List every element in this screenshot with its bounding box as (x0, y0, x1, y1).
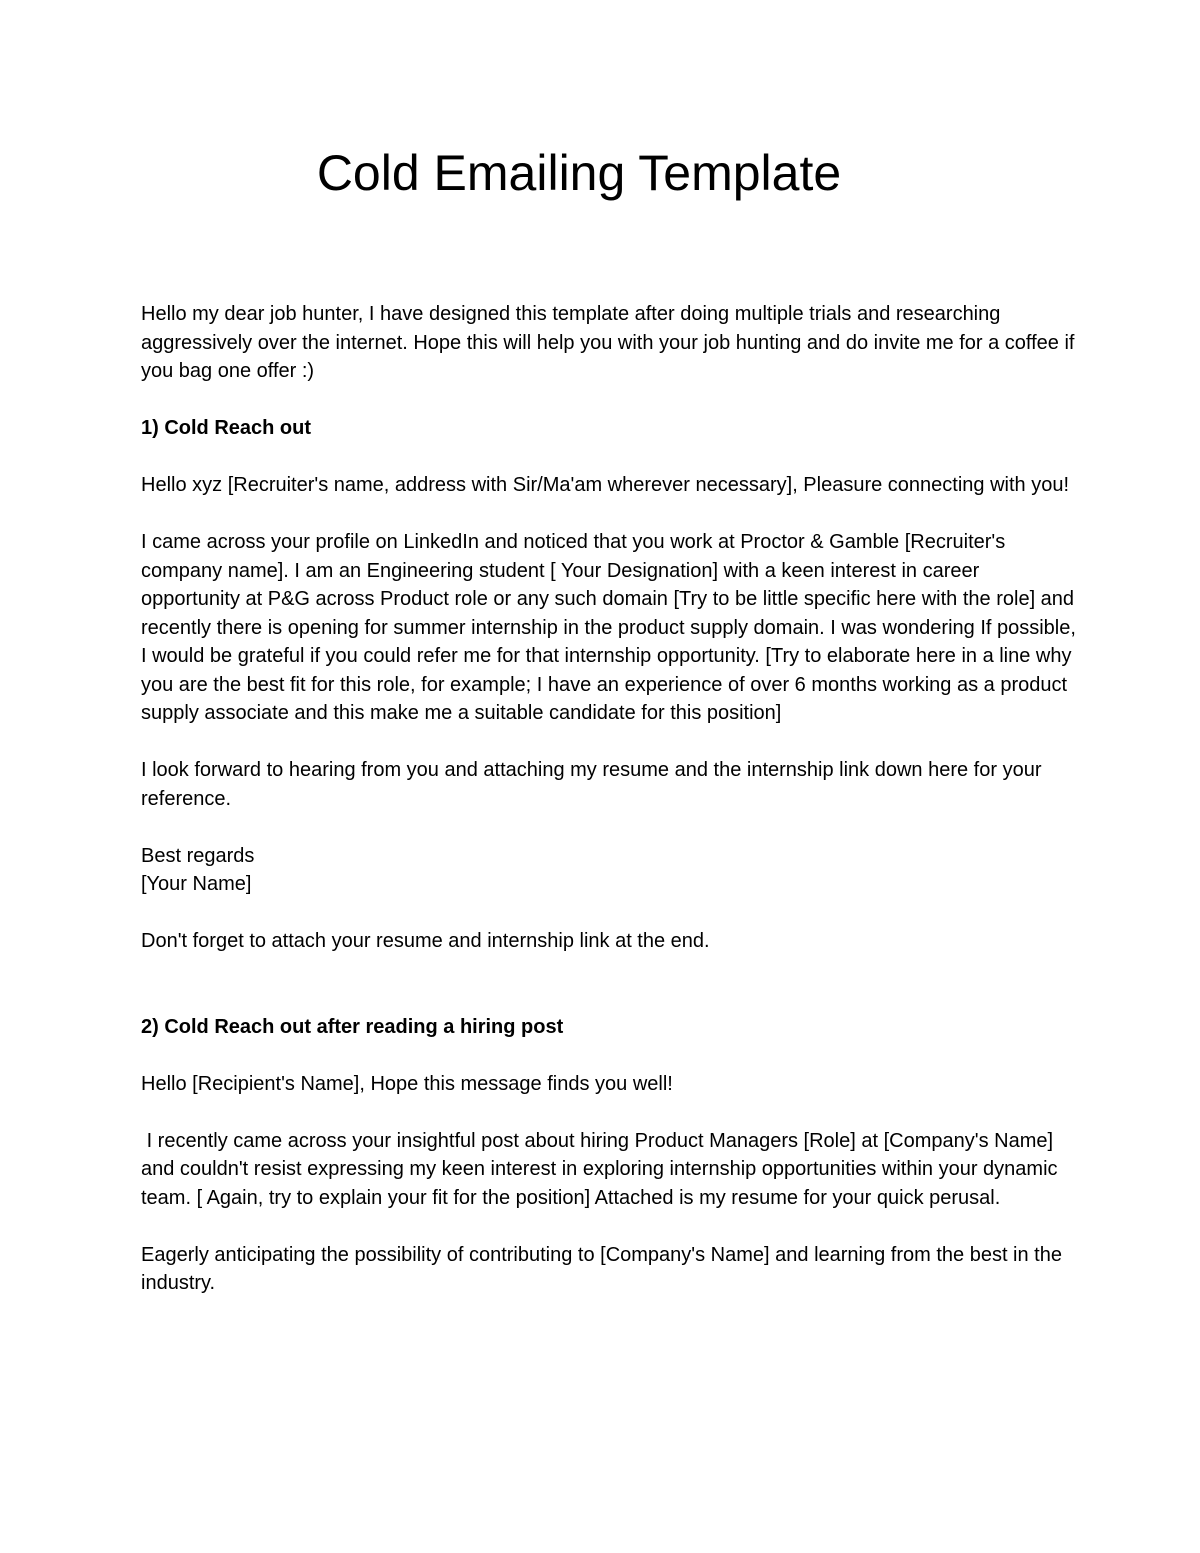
section-heading-hiring-post: 2) Cold Reach out after reading a hiring post (141, 1015, 564, 1038)
section1-body: I came across your profile on LinkedIn and noticed that you work at Proctor & Gamble [Recruiter's company name]. I am an Engineering student [ Your Designation] with a keen interest in career opportunity at P&G across Product role or any such domain [Try to be little specific here with the role] and recently there is opening for summer internship in the product supply domain. I was wondering If possible, I would be grateful if you could refer me for that internship opportunity. [Try to elaborate here in a line why you are the best fit for this role, for example; I have an experience of over 6 months working as a product supply associate and this make me a suitable candidate for this position] (141, 531, 1076, 724)
section2-greeting: Hello [Recipient's Name], Hope this message finds you well! (141, 1072, 673, 1095)
signature-name: [Your Name] (141, 873, 252, 895)
intro-paragraph: Hello my dear job hunter, I have designed this template after doing multiple trials and researching aggressively over the internet. Hope this will help you with your job hunting and do invite me for a coffee if you bag one offer :) (141, 303, 1075, 382)
section2-closing: Eagerly anticipating the possibility of contributing to [Company's Name] and learning from the best in the industry. (141, 1243, 1062, 1294)
page-title: Cold Emailing Template (316, 145, 842, 201)
section-heading-cold-reach-out: 1) Cold Reach out (141, 417, 312, 439)
section1-closing: I look forward to hearing from you and attaching my resume and the internship link down here for your reference. (141, 759, 1042, 810)
section1-greeting: Hello xyz [Recruiter's name, address with Sir/Ma'am wherever necessary], Pleasure connecting with you! (141, 474, 1070, 496)
signature-block (141, 842, 1081, 899)
section2-body: I recently came across your insightful post about hiring Product Managers [Role] at [Company's Name] and couldn't resist expressing my keen interest in exploring internship opportunities within your dynamic team. [ Again, try to explain your fit for the position] Attached is my resume for your quick perusal. (141, 1129, 1064, 1209)
attachment-reminder: Don't forget to attach your resume and internship link at the end. (141, 930, 710, 952)
signoff-text: Best regards (141, 844, 255, 867)
document-body (141, 300, 1081, 1326)
